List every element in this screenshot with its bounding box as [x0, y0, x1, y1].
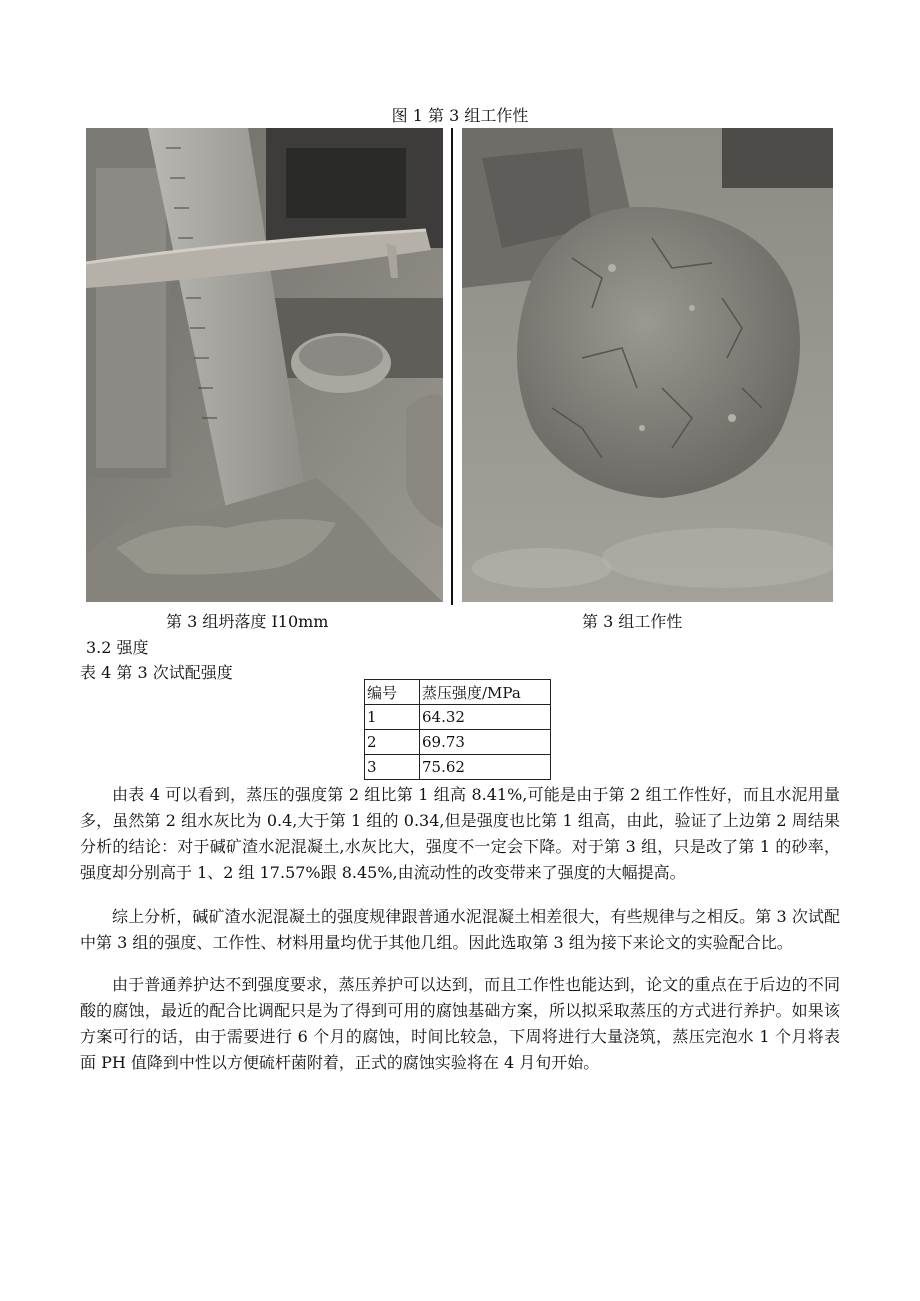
figure-divider	[451, 128, 453, 605]
figure-caption: 图 1 第 3 组工作性	[391, 106, 529, 125]
strength-table	[364, 679, 551, 780]
table-cell: 69.73	[420, 730, 551, 755]
table-caption: 表 4 第 3 次试配强度	[80, 663, 233, 682]
table-cell: 75.62	[420, 755, 551, 780]
concrete-lump-illustration	[462, 128, 833, 602]
section-heading: 3.2 强度	[86, 638, 149, 657]
table-cell: 2	[365, 730, 420, 755]
slump-test-photo	[86, 128, 443, 602]
table-row	[365, 705, 551, 730]
table-row	[365, 755, 551, 780]
workability-photo	[462, 128, 833, 602]
paragraph: 由表 4 可以看到，蒸压的强度第 2 组比第 1 组高 8.41%,可能是由于第 2 组工作性好，而且水泥用量多，虽然第 2 组水灰比为 0.4,大于第 1 组的 0.34,但是强度也比第 1 组高，由此，验证了上边第 2 周结果分析的结论：对于碱矿渣水泥混凝土,水灰比大，强度不一定会下降。对于第 3 组，只是改了第 1 的砂率，强度却分别高于 1、2 组 17.57%跟 8.45%,由流动性的改变带来了强度的大幅提高。	[80, 785, 840, 882]
table-cell: 1	[365, 705, 420, 730]
table-header-row	[365, 680, 551, 705]
slump-photo-caption: 第 3 组坍落度 I10mm	[166, 612, 329, 631]
table-cell: 64.32	[420, 705, 551, 730]
paragraph: 由于普通养护达不到强度要求，蒸压养护可以达到，而且工作性也能达到，论文的重点在于后边的不同酸的腐蚀，最近的配合比调配只是为了得到可用的腐蚀基础方案，所以拟采取蒸压的方式进行养护。如果该方案可行的话，由于需要进行 6 个月的腐蚀，时间比较急，下周将进行大量浇筑，蒸压完泡水 1 个月将表面 PH 值降到中性以方便硫杆菌附着，正式的腐蚀实验将在 4 月旬开始。	[80, 975, 840, 1072]
header-cell: 蒸压强度/MPa	[420, 680, 551, 705]
table-row	[365, 730, 551, 755]
workability-photo-caption: 第 3 组工作性	[582, 612, 683, 631]
header-cell: 编号	[365, 680, 420, 705]
paragraph: 综上分析，碱矿渣水泥混凝土的强度规律跟普通水泥混凝土相差很大，有些规律与之相反。第 3 次试配中第 3 组的强度、工作性、材料用量均优于其他几组。因此选取第 3 组为接下来论文的实验配合比。	[80, 907, 840, 952]
table-cell: 3	[365, 755, 420, 780]
slump-test-illustration	[86, 128, 443, 602]
